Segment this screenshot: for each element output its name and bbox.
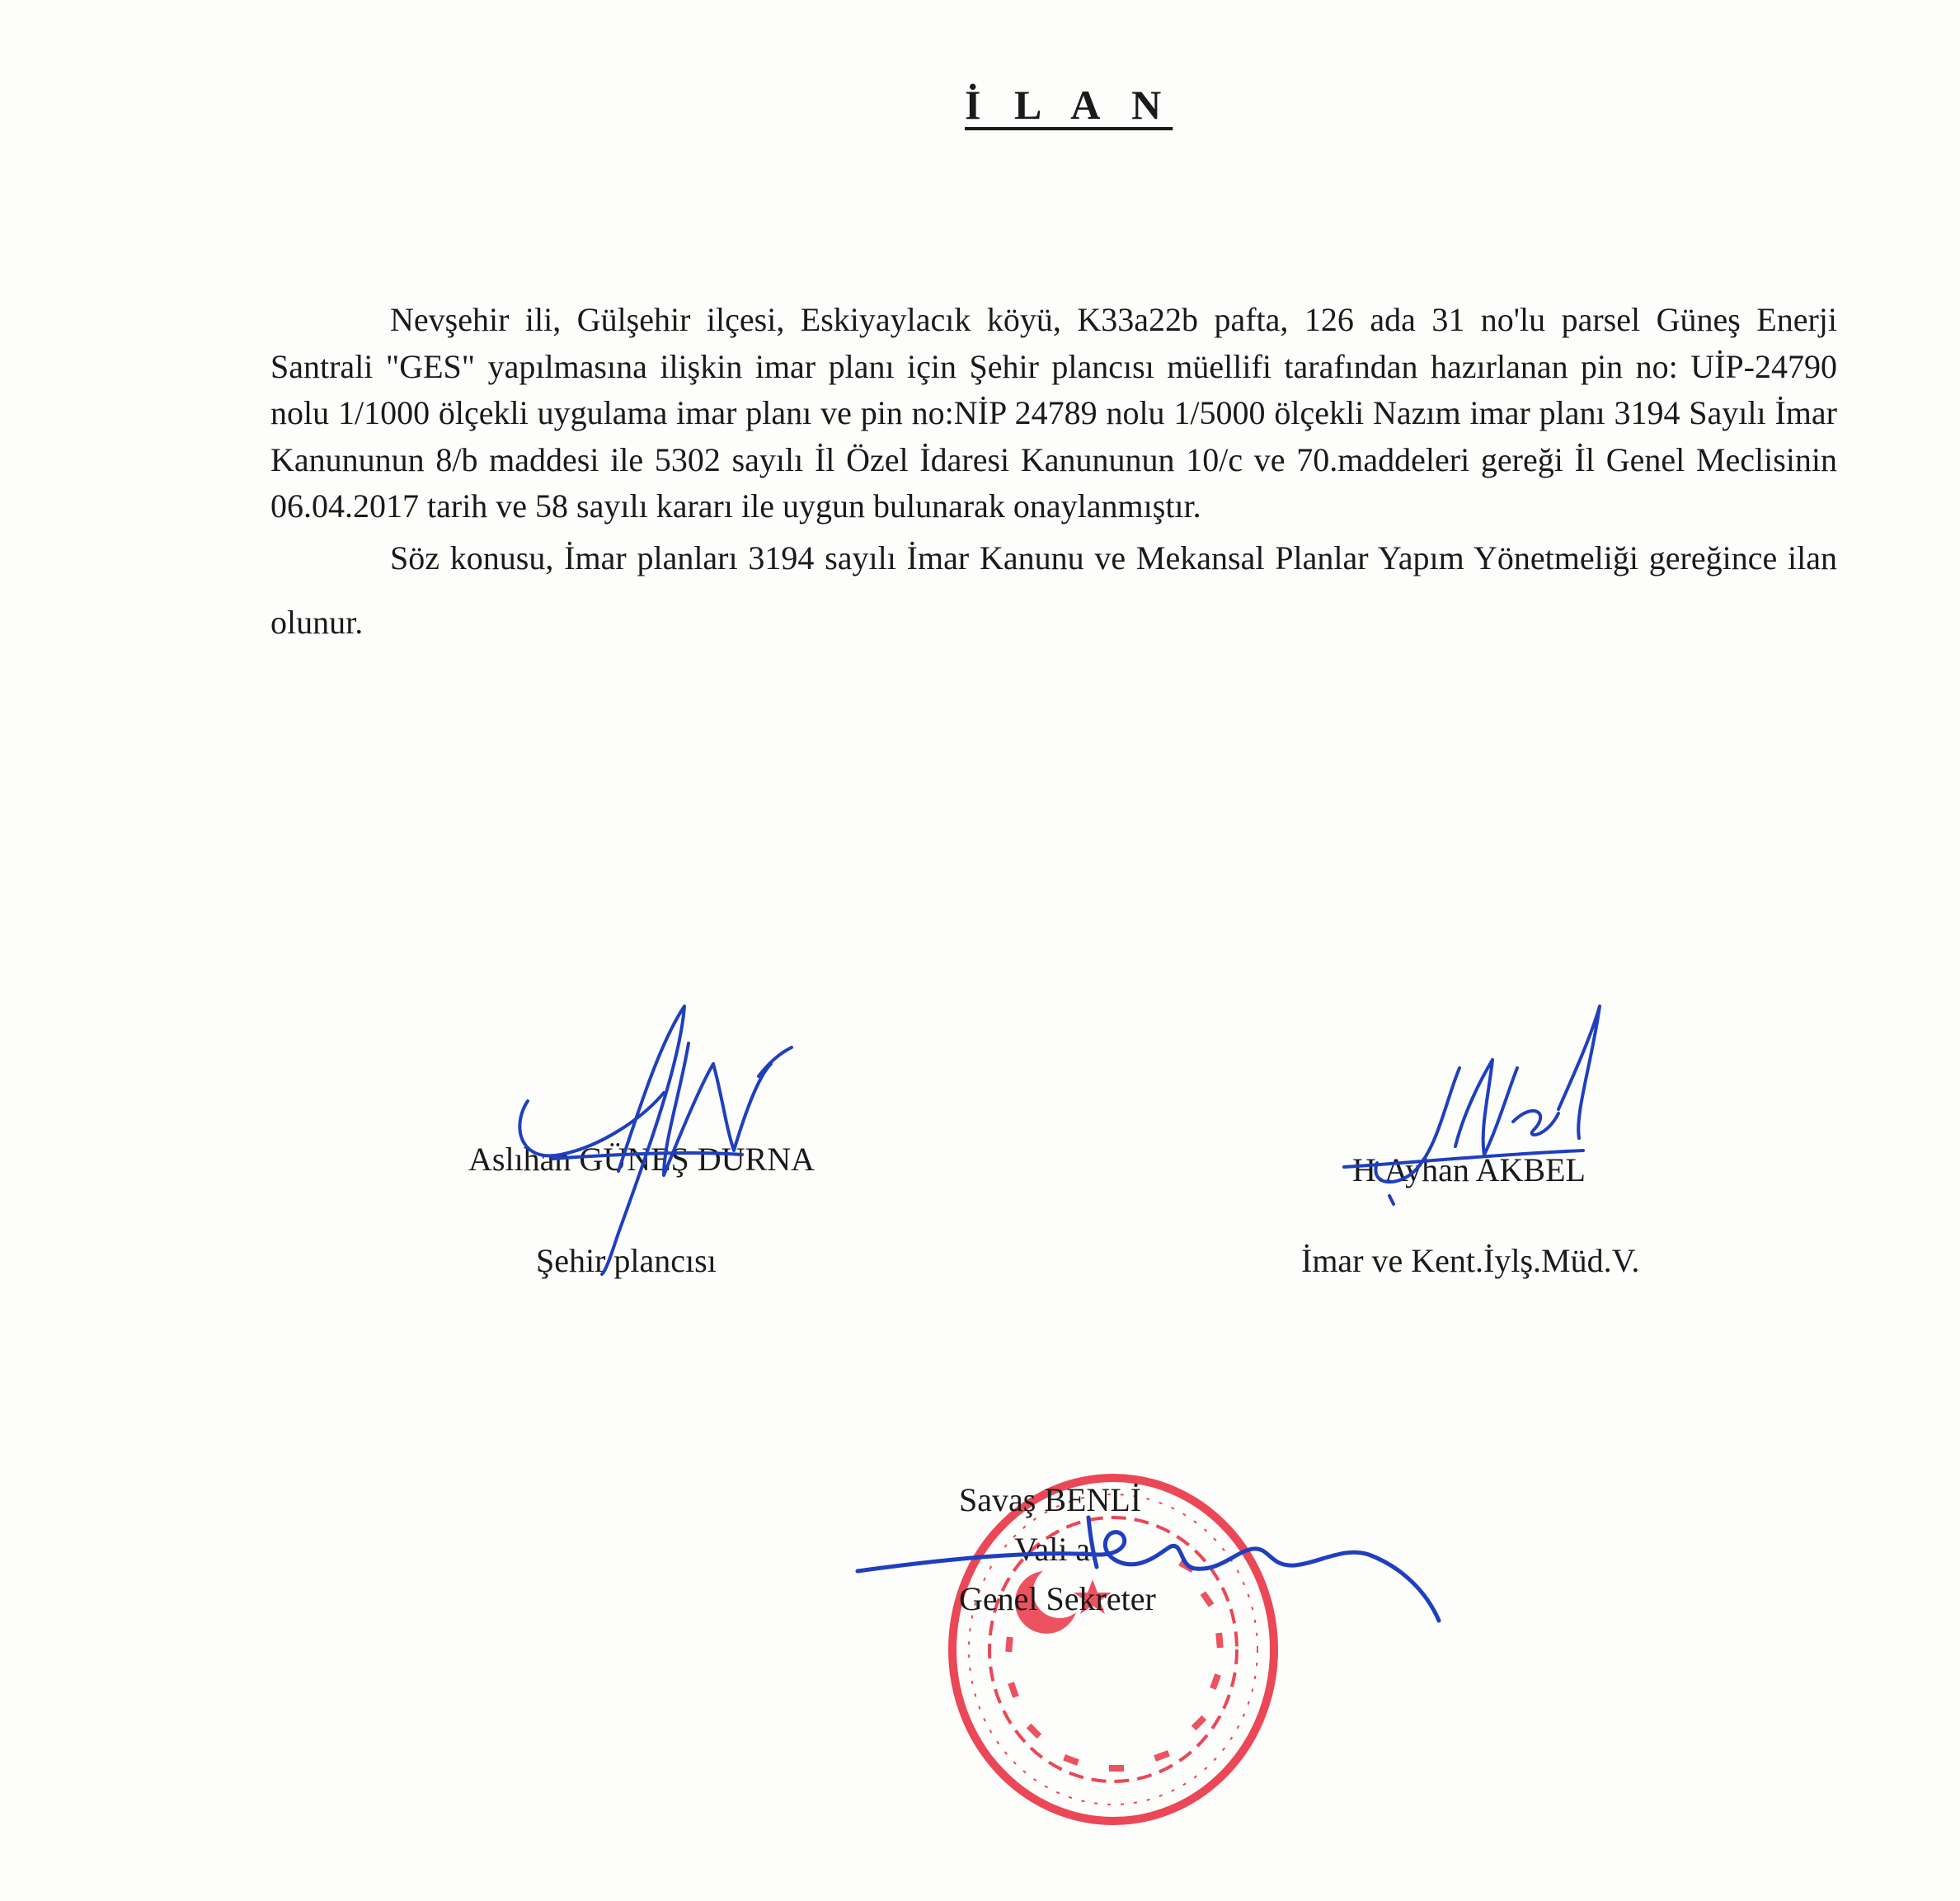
right-signatory-name: H.Ayhan AKBEL (1352, 1151, 1586, 1188)
left-signature (495, 986, 808, 1282)
document-title: İ L A N (965, 82, 1173, 128)
announcement-body (270, 297, 1837, 655)
approver-title-line2: Genel Sekreter (959, 1580, 1156, 1617)
approver-title-line1: Vali a. (1014, 1531, 1099, 1568)
right-signatory-role: İmar ve Kent.İylş.Müd.V. (1301, 1242, 1640, 1279)
paragraph-1: Nevşehir ili, Gülşehir ilçesi, Eskiyaylacık köyü, K33a22b pafta, 126 ada 31 no'lu parsel Güneş Enerji Santrali "GES" yapılmasına ilişkin imar planı için Şehir plancısı müellifi tarafından hazırlanan pin no: UİP-24790 nolu 1/1000 ölçekli uygulama imar planı ve pin no:NİP 24789 nolu 1/5000 ölçekli Nazım imar planı 3194 Sayılı İmar Kanununun 8/b maddesi ile 5302 sayılı İl Özel İdaresi Kanununun 10/c ve 70.maddeleri gereği İl Genel Meclisinin 06.04.2017 tarih ve 58 sayılı kararı ile uygun bulunarak onaylanmıştır. (270, 301, 1837, 525)
left-signatory-role: Şehir plancısı (536, 1242, 717, 1279)
approver-name: Savaş BENLİ (959, 1481, 1142, 1518)
paragraph-2: Söz konusu, İmar planları 3194 sayılı İmar Kanunu ve Mekansal Planlar Yapım Yönetmeliği gereğince ilan olunur. (270, 539, 1837, 641)
left-signatory-name: Aslıhan GÜNEŞ DURNA (468, 1141, 815, 1178)
